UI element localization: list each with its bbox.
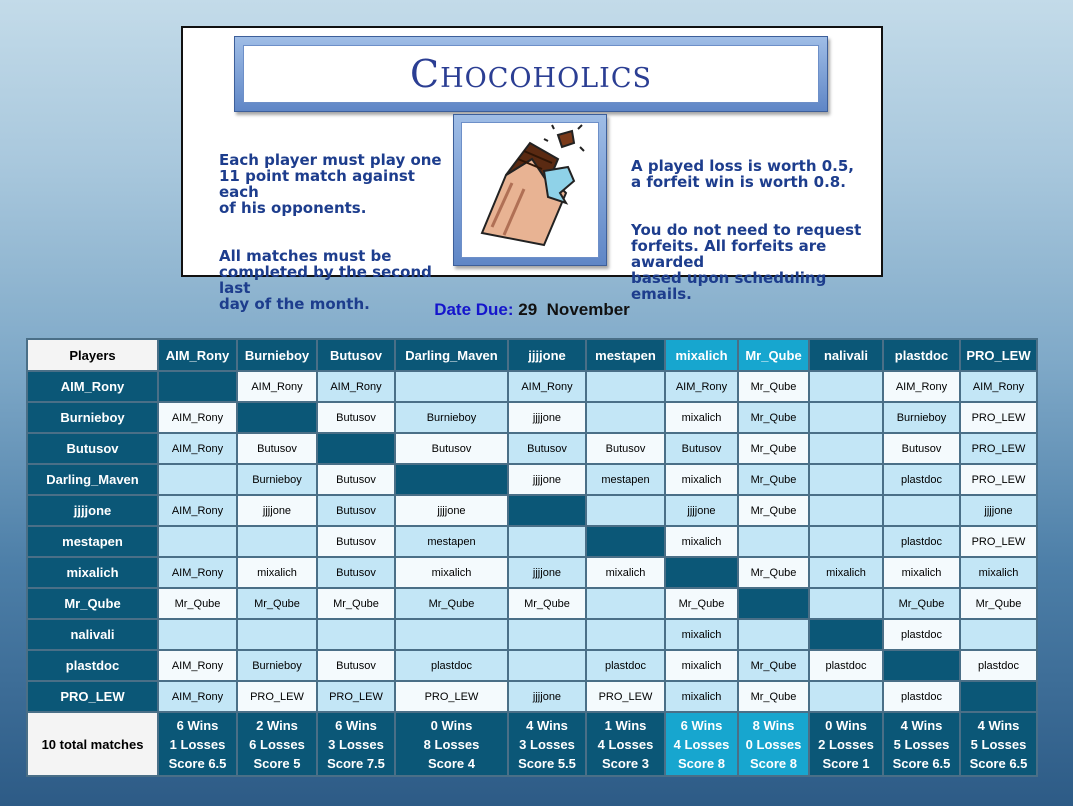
match-cell: Butusov [665, 433, 738, 464]
match-cell: Butusov [395, 433, 508, 464]
match-cell: plastdoc [960, 650, 1037, 681]
summary-score: Score 3 [602, 755, 649, 771]
match-cell: Butusov [317, 402, 395, 433]
diagonal-cell [883, 650, 960, 681]
title-frame [234, 36, 828, 112]
match-cell [158, 526, 237, 557]
column-header: Burnieboy [237, 339, 317, 371]
row-header: mixalich [27, 557, 158, 588]
match-cell: jjjjone [237, 495, 317, 526]
rule-text: Each player must play one 11 point match against each of his opponents. [219, 151, 442, 217]
match-cell [586, 371, 665, 402]
summary-cell [960, 712, 1037, 776]
match-cell [317, 619, 395, 650]
match-cell: Butusov [317, 650, 395, 681]
summary-losses: 5 Losses [970, 736, 1027, 752]
match-cell: Mr_Qube [738, 371, 809, 402]
summary-losses: 8 Losses [423, 736, 480, 752]
diagonal-cell [738, 588, 809, 619]
summary-wins: 2 Wins [256, 717, 298, 733]
match-cell: Mr_Qube [738, 495, 809, 526]
summary-wins: 6 Wins [335, 717, 377, 733]
summary-score: Score 6.5 [168, 755, 227, 771]
column-header: Darling_Maven [395, 339, 508, 371]
match-cell: AIM_Rony [158, 402, 237, 433]
match-cell: mixalich [809, 557, 883, 588]
match-cell [809, 681, 883, 712]
match-cell [738, 526, 809, 557]
row-header: nalivali [27, 619, 158, 650]
match-cell: Mr_Qube [738, 433, 809, 464]
header-row [27, 339, 1037, 371]
diagonal-cell [960, 681, 1037, 712]
match-cell [883, 495, 960, 526]
match-cell: PRO_LEW [960, 402, 1037, 433]
match-cell: mixalich [960, 557, 1037, 588]
match-cell [738, 619, 809, 650]
match-cell: Burnieboy [395, 402, 508, 433]
summary-losses: 2 Losses [818, 736, 874, 752]
summary-wins: 0 Wins [430, 717, 473, 733]
summary-score: Score 8 [750, 755, 797, 771]
match-cell: mixalich [665, 650, 738, 681]
match-cell: mixalich [665, 681, 738, 712]
summary-score: Score 5 [253, 755, 301, 771]
diagonal-cell [809, 619, 883, 650]
match-cell: plastdoc [883, 681, 960, 712]
picture-frame [453, 114, 607, 266]
row-header: mestapen [27, 526, 158, 557]
match-cell: Burnieboy [237, 650, 317, 681]
match-cell [809, 402, 883, 433]
summary-losses: 3 Losses [328, 736, 384, 752]
match-cell: jjjjone [508, 681, 586, 712]
match-cell [809, 371, 883, 402]
row-header: plastdoc [27, 650, 158, 681]
summary-score: Score 6.5 [892, 755, 951, 771]
match-cell: jjjjone [960, 495, 1037, 526]
summary-cell [508, 712, 586, 776]
match-cell: Butusov [317, 495, 395, 526]
summary-score: Score 8 [678, 755, 725, 771]
column-header: nalivali [809, 339, 883, 371]
match-cell: Mr_Qube [317, 588, 395, 619]
match-cell: Mr_Qube [738, 681, 809, 712]
match-cell: Butusov [586, 433, 665, 464]
match-cell: plastdoc [883, 526, 960, 557]
summary-losses: 1 Losses [169, 736, 226, 752]
match-cell: AIM_Rony [883, 371, 960, 402]
match-cell: mixalich [665, 402, 738, 433]
summary-cell [738, 712, 809, 776]
match-cell: plastdoc [883, 619, 960, 650]
match-cell: AIM_Rony [158, 433, 237, 464]
match-cell: AIM_Rony [237, 371, 317, 402]
match-cell: PRO_LEW [395, 681, 508, 712]
match-cell [809, 433, 883, 464]
match-cell: mixalich [395, 557, 508, 588]
corner-header: Players [27, 339, 158, 371]
match-cell: plastdoc [586, 650, 665, 681]
match-cell: Mr_Qube [158, 588, 237, 619]
match-cell: Butusov [508, 433, 586, 464]
match-cell: PRO_LEW [237, 681, 317, 712]
summary-score: Score 6.5 [969, 755, 1028, 771]
match-cell [237, 526, 317, 557]
match-cell: AIM_Rony [960, 371, 1037, 402]
diagonal-cell [395, 464, 508, 495]
match-cell [158, 464, 237, 495]
match-cell [586, 402, 665, 433]
summary-losses: 0 Losses [745, 736, 802, 752]
match-cell [508, 619, 586, 650]
row-header: PRO_LEW [27, 681, 158, 712]
match-cell: mestapen [395, 526, 508, 557]
table-row [27, 619, 1037, 650]
match-cell [586, 588, 665, 619]
diagonal-cell [586, 526, 665, 557]
match-cell: Mr_Qube [508, 588, 586, 619]
row-header: jjjjone [27, 495, 158, 526]
match-cell: jjjjone [508, 464, 586, 495]
summary-score: Score 4 [428, 755, 475, 771]
summary-cell [237, 712, 317, 776]
summary-wins: 1 Wins [604, 717, 647, 733]
match-cell [586, 619, 665, 650]
summary-cell [395, 712, 508, 776]
match-cell: mixalich [665, 619, 738, 650]
table-row [27, 371, 1037, 402]
match-cell: Butusov [317, 464, 395, 495]
summary-wins: 4 Wins [900, 717, 943, 733]
summary-wins: 0 Wins [825, 717, 867, 733]
summary-losses: 6 Losses [249, 736, 305, 752]
table-row [27, 557, 1037, 588]
match-cell: PRO_LEW [960, 433, 1037, 464]
diagonal-cell [158, 371, 237, 402]
match-cell: plastdoc [809, 650, 883, 681]
match-cell: AIM_Rony [158, 557, 237, 588]
table-row [27, 464, 1037, 495]
match-cell [395, 619, 508, 650]
match-cell: Mr_Qube [395, 588, 508, 619]
column-header: mestapen [586, 339, 665, 371]
match-cell [508, 650, 586, 681]
match-cell: Mr_Qube [738, 650, 809, 681]
date-due-day: 29 [518, 300, 538, 319]
match-cell: Mr_Qube [960, 588, 1037, 619]
diagonal-cell [237, 402, 317, 433]
match-cell [809, 464, 883, 495]
summary-cell [809, 712, 883, 776]
summary-cell [317, 712, 395, 776]
match-cell: Mr_Qube [237, 588, 317, 619]
match-cell [237, 619, 317, 650]
table-row [27, 433, 1037, 464]
table-row [27, 681, 1037, 712]
match-cell: mixalich [665, 464, 738, 495]
date-due-label: Date Due: [434, 300, 514, 319]
column-header: jjjjone [508, 339, 586, 371]
match-cell: mixalich [586, 557, 665, 588]
summary-wins: 4 Wins [977, 717, 1020, 733]
summary-losses: 5 Losses [893, 736, 950, 752]
summary-score: Score 7.5 [327, 755, 385, 771]
column-header: AIM_Rony [158, 339, 237, 371]
row-header: Darling_Maven [27, 464, 158, 495]
column-header: Mr_Qube [738, 339, 809, 371]
match-cell: PRO_LEW [317, 681, 395, 712]
match-cell: jjjjone [508, 557, 586, 588]
match-cell: Butusov [237, 433, 317, 464]
summary-score: Score 1 [822, 755, 870, 771]
summary-cell [883, 712, 960, 776]
rule-text: A played loss is worth 0.5, a forfeit win is worth 0.8. [631, 157, 855, 191]
match-cell: jjjjone [395, 495, 508, 526]
match-cell: AIM_Rony [158, 681, 237, 712]
banner-title: Chocoholics [410, 52, 652, 96]
diagonal-cell [317, 433, 395, 464]
match-cell: plastdoc [395, 650, 508, 681]
match-cell: Butusov [317, 526, 395, 557]
row-header: Burnieboy [27, 402, 158, 433]
summary-row [27, 712, 1037, 776]
row-header: Mr_Qube [27, 588, 158, 619]
match-cell: mixalich [883, 557, 960, 588]
table-row [27, 588, 1037, 619]
summary-losses: 4 Losses [673, 736, 730, 752]
column-header: Butusov [317, 339, 395, 371]
match-cell: AIM_Rony [508, 371, 586, 402]
match-cell [809, 526, 883, 557]
summary-wins: 6 Wins [176, 717, 219, 733]
summary-cell [586, 712, 665, 776]
match-cell: Burnieboy [237, 464, 317, 495]
match-cell: jjjjone [665, 495, 738, 526]
column-header: plastdoc [883, 339, 960, 371]
standings-table [26, 338, 1038, 777]
rule-text: You do not need to request forfeits. All forfeits are awarded based upon scheduling emails. [631, 221, 862, 303]
row-header: Butusov [27, 433, 158, 464]
rule-text: All matches must be completed by the second last day of the month. [219, 247, 432, 313]
summary-wins: 6 Wins [680, 717, 723, 733]
summary-cell [665, 712, 738, 776]
match-cell: AIM_Rony [158, 650, 237, 681]
diagonal-cell [665, 557, 738, 588]
match-cell: Burnieboy [883, 402, 960, 433]
match-cell: mixalich [665, 526, 738, 557]
match-cell: jjjjone [508, 402, 586, 433]
column-header: mixalich [665, 339, 738, 371]
match-cell: mestapen [586, 464, 665, 495]
match-cell: AIM_Rony [158, 495, 237, 526]
table-row [27, 526, 1037, 557]
total-matches: 10 total matches [27, 712, 158, 776]
match-cell: mixalich [237, 557, 317, 588]
table-row [27, 650, 1037, 681]
summary-losses: 4 Losses [597, 736, 654, 752]
match-cell: Mr_Qube [738, 464, 809, 495]
match-cell [158, 619, 237, 650]
column-header: PRO_LEW [960, 339, 1037, 371]
match-cell: PRO_LEW [586, 681, 665, 712]
match-cell: Mr_Qube [665, 588, 738, 619]
match-cell: Mr_Qube [883, 588, 960, 619]
match-cell: Butusov [883, 433, 960, 464]
match-cell: Butusov [317, 557, 395, 588]
match-cell [395, 371, 508, 402]
match-cell: AIM_Rony [317, 371, 395, 402]
match-cell [508, 526, 586, 557]
table-row [27, 402, 1037, 433]
date-due [0, 300, 1064, 320]
diagonal-cell [508, 495, 586, 526]
summary-losses: 3 Losses [519, 736, 575, 752]
date-due-month: November [546, 300, 630, 319]
summary-wins: 8 Wins [752, 717, 795, 733]
match-cell: PRO_LEW [960, 526, 1037, 557]
match-cell: Mr_Qube [738, 402, 809, 433]
match-cell [960, 619, 1037, 650]
row-header: AIM_Rony [27, 371, 158, 402]
summary-wins: 4 Wins [526, 717, 568, 733]
match-cell [809, 495, 883, 526]
match-cell: AIM_Rony [665, 371, 738, 402]
chocolate-bar-icon [462, 123, 600, 259]
match-cell [809, 588, 883, 619]
summary-score: Score 5.5 [518, 755, 576, 771]
match-cell: plastdoc [883, 464, 960, 495]
match-cell [586, 495, 665, 526]
match-cell: PRO_LEW [960, 464, 1037, 495]
match-cell: Mr_Qube [738, 557, 809, 588]
summary-cell [158, 712, 237, 776]
table-row [27, 495, 1037, 526]
